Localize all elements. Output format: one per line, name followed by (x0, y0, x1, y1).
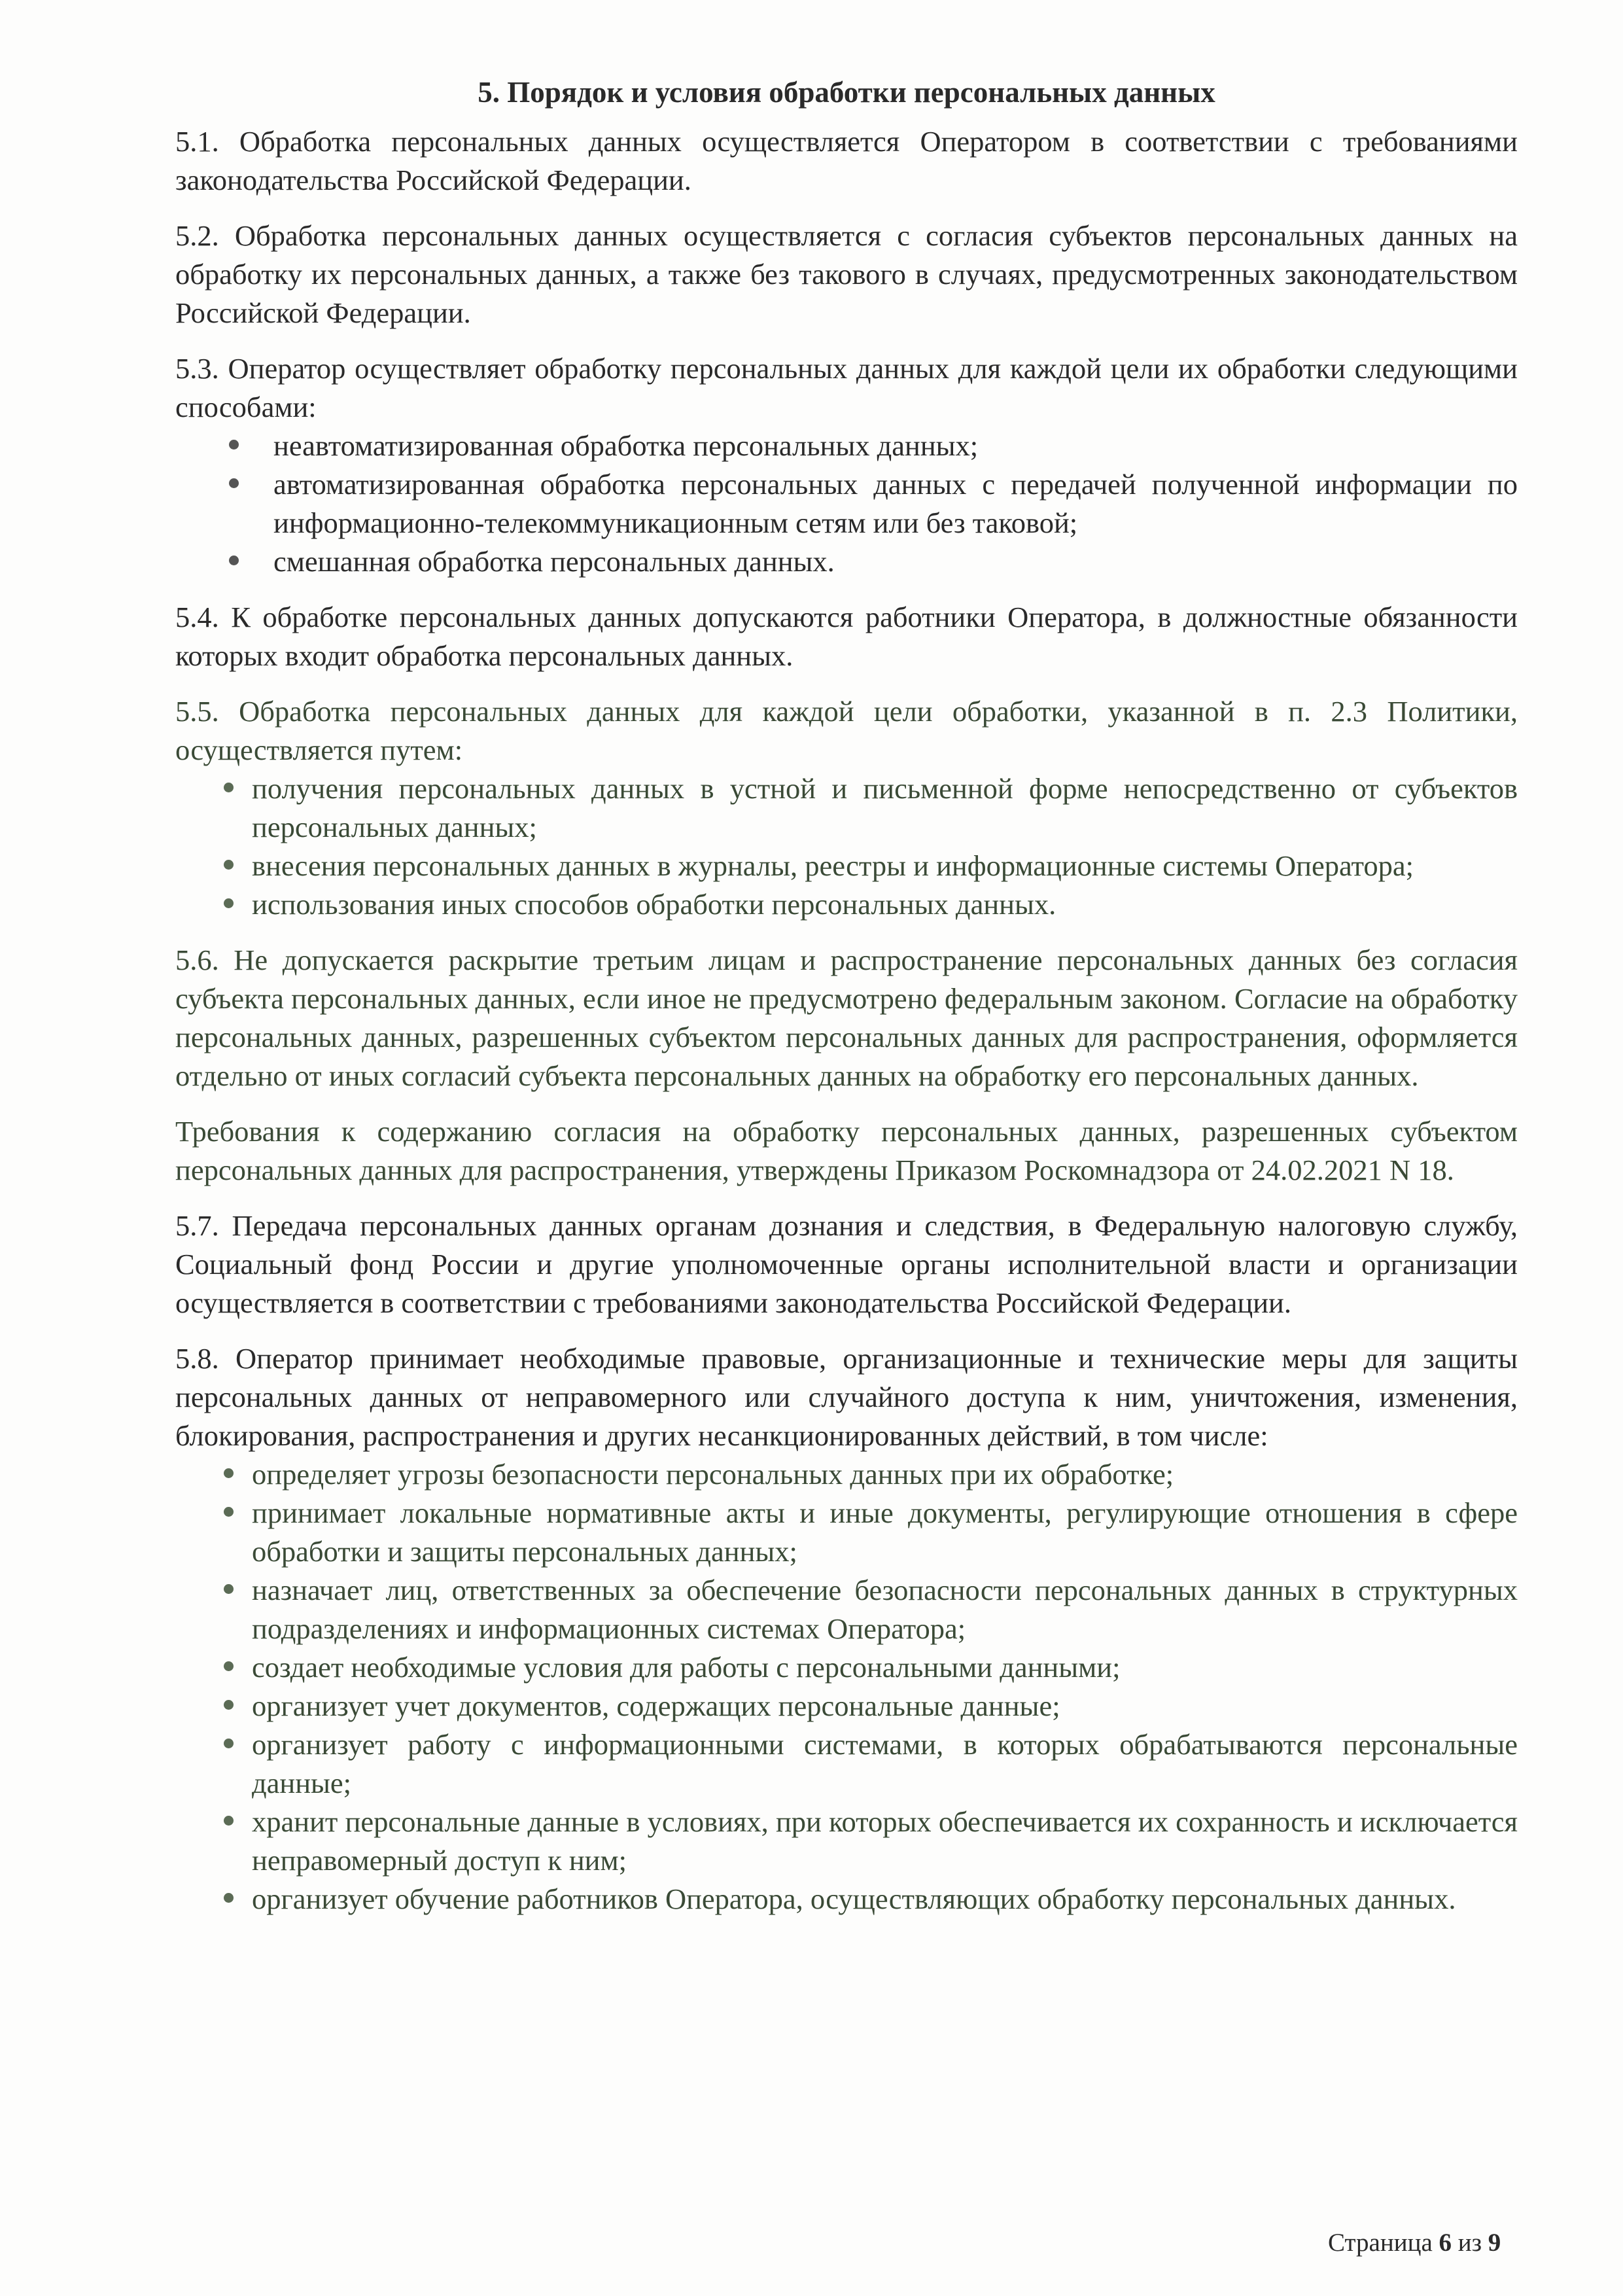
list-item: организует работу с информационными системами, в которых обрабатываются персональные данные; (175, 1725, 1518, 1803)
list-item: автоматизированная обработка персональных данных с передачей полученной информации по информационно-телекоммуникационным сетям или без таковой; (175, 465, 1518, 542)
list-item: организует учет документов, содержащих персональные данные; (175, 1687, 1518, 1725)
paragraph-5-6: 5.6. Не допускается раскрытие третьим лицам и распространение персональных данных без согласия субъекта персональных данных, если иное не предусмотрено федеральным законом. Согласие на обработку персональных данных, разрешенных субъектом персональных данных для распространения, оформляется отдельно от иных согласий субъекта персональных данных на обработку его персональных данных. (175, 944, 1518, 1092)
list-item: смешанная обработка персональных данных. (175, 542, 1518, 581)
list-item: хранит персональные данные в условиях, при которых обеспечивается их сохранность и исключается неправомерный доступ к ним; (175, 1803, 1518, 1880)
list-item: создает необходимые условия для работы с персональными данными; (175, 1648, 1518, 1687)
bullet-icon (224, 860, 234, 870)
list-item: внесения персональных данных в журналы, реестры и информационные системы Оператора; (175, 847, 1518, 885)
paragraph-5-7: 5.7. Передача персональных данных органам дознания и следствия, в Федеральную налоговую службу, Социальный фонд России и другие уполномоченные органы исполнительной власти и организации осуществляется в соответствии с требованиями законодательства Российской Федерации. (175, 1209, 1518, 1319)
page-sep: из (1457, 2229, 1482, 2257)
paragraph-5-8: 5.8. Оператор принимает необходимые правовые, организационные и технические меры для защиты персональных данных от неправомерного или случайного доступа к ним, уничтожения, изменения, блокирования, распространения и других несанкционированных действий, в том числе: (175, 1342, 1518, 1452)
list-item: получения персональных данных в устной и письменной форме непосредственно от субъектов персональных данных; (175, 769, 1518, 847)
document-body (175, 73, 1518, 1935)
list-5-8 (175, 1455, 1518, 1918)
bullet-icon (224, 1739, 234, 1748)
bullet-icon (224, 1816, 234, 1826)
paragraph-5-1: 5.1. Обработка персональных данных осуществляется Оператором в соответствии с требованиями законодательства Российской Федерации. (175, 125, 1518, 196)
page-number (1328, 2228, 1501, 2257)
bullet-icon (224, 1893, 234, 1903)
bullet-icon (224, 898, 234, 908)
page-current: 6 (1439, 2229, 1452, 2257)
list-5-5 (175, 769, 1518, 924)
list-item: организует обучение работников Оператора, осуществляющих обработку персональных данных. (175, 1880, 1518, 1918)
bullet-icon (224, 1661, 234, 1671)
bullet-icon (224, 783, 234, 792)
section-title: 5. Порядок и условия обработки персональных данных (478, 76, 1215, 109)
list-item: принимает локальные нормативные акты и иные документы, регулирующие отношения в сфере обработки и защиты персональных данных; (175, 1494, 1518, 1571)
bullet-icon (224, 1700, 234, 1710)
bullet-icon (224, 1584, 234, 1594)
paragraph-5-4: 5.4. К обработке персональных данных допускаются работники Оператора, в должностные обязанности которых входит обработка персональных данных. (175, 601, 1518, 672)
bullet-icon (224, 1468, 234, 1478)
paragraph-5-3: 5.3. Оператор осуществляет обработку персональных данных для каждой цели их обработки следующими способами: (175, 352, 1518, 423)
paragraph-5-2: 5.2. Обработка персональных данных осуществляется с согласия субъектов персональных данных на обработку их персональных данных, а также без такового в случаях, предусмотренных законодательством Российской Федерации. (175, 219, 1518, 329)
paragraph-5-6-requirements: Требования к содержанию согласия на обработку персональных данных, разрешенных субъектом персональных данных для распространения, утверждены Приказом Роскомнадзора от 24.02.2021 N 18. (175, 1115, 1518, 1186)
list-item: назначает лиц, ответственных за обеспечение безопасности персональных данных в структурных подразделениях и информационных системах Оператора; (175, 1571, 1518, 1648)
bullet-icon (229, 440, 239, 450)
page-total: 9 (1488, 2229, 1501, 2257)
bullet-icon (224, 1507, 234, 1517)
list-item: определяет угрозы безопасности персональных данных при их обработке; (175, 1455, 1518, 1494)
page-label: Страница (1328, 2229, 1433, 2257)
paragraph-5-5: 5.5. Обработка персональных данных для каждой цели обработки, указанной в п. 2.3 Политики, осуществляется путем: (175, 695, 1518, 766)
list-item: неавтоматизированная обработка персональных данных; (175, 427, 1518, 465)
list-5-3 (175, 427, 1518, 581)
bullet-icon (229, 556, 239, 565)
list-item: использования иных способов обработки персональных данных. (175, 885, 1518, 924)
bullet-icon (229, 478, 239, 488)
